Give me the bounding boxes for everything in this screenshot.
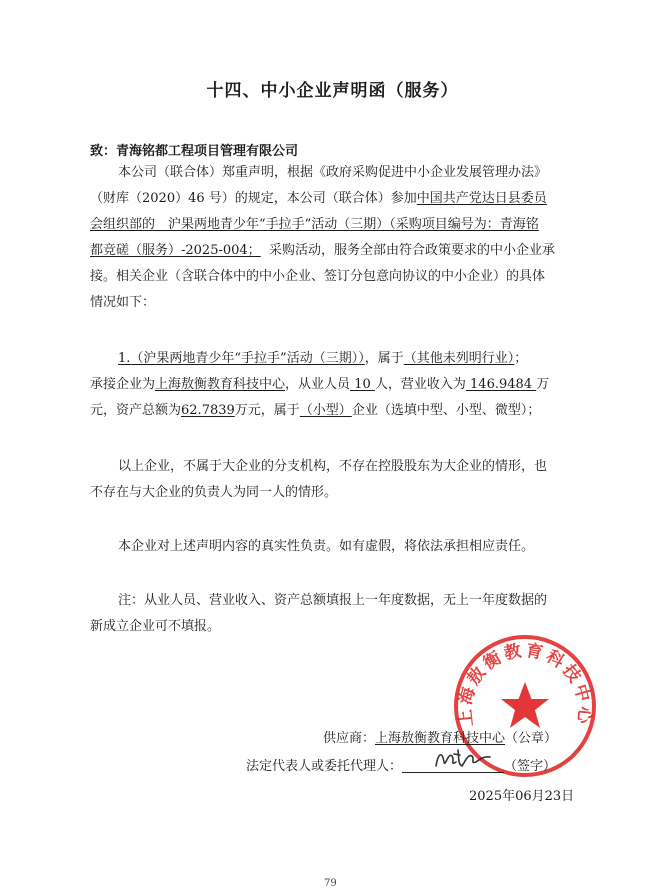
sign-date: 2025年06月23日 — [469, 789, 575, 804]
para1-line6: 情况如下： — [90, 295, 156, 310]
project-code: 都竞磋（服务）-2025-004； — [90, 243, 261, 258]
para1-line4: 都竞磋（服务）-2025-004； 采购活动，服务全部由符合政策要求的中小企业承 — [90, 243, 555, 258]
item1-line3: 元，资产总额为62.7839万元，属于（小型）企业（选填中型、小型、微型）； — [90, 403, 541, 418]
item-industry: （其他未列明行业） — [403, 351, 515, 366]
representative-line: 法定代表人或委托代理人： （签字） — [246, 759, 557, 774]
para1-line2: （财库（2020）46 号）的规定，本公司（联合体）参加中国共产党达日县委员 — [90, 191, 547, 206]
project-description: 会组织部的__沪果两地青少年“手拉手”活动（三期）（采购项目编号为：青海铭 — [90, 217, 539, 232]
seal-star-icon — [501, 682, 549, 728]
para3: 本企业对上述声明内容的真实性负责。如有虚假，将依法承担相应责任。 — [118, 539, 535, 554]
purchaser-name: 中国共产党达日县委员 — [416, 191, 547, 206]
addressee: 致：青海铭都工程项目管理有限公司 — [90, 144, 299, 159]
note-line1: 注：从业人员、营业收入、资产总额填报上一年度数据，无上一年度数据的 — [118, 593, 548, 608]
handwritten-signature — [432, 746, 496, 772]
item-project: （沪果两地青少年“手拉手”活动（三期）） — [130, 351, 365, 366]
supplier-name: 上海敖衡教育科技中心 — [375, 731, 506, 746]
para1-line5: 接。相关企业（含联合体中的中小企业、签订分包意向协议的中小企业）的具体 — [90, 269, 546, 284]
item1-line2: 承接企业为上海敖衡教育科技中心，从业人员 10 人，营业收入为 146.9484 万 — [90, 377, 550, 392]
svg-text:上海敖衡教育科技中心: 上海敖衡教育科技中心 — [455, 640, 595, 728]
revenue-value: 146.9484 — [470, 377, 533, 392]
para2-line1: 以上企业，不属于大企业的分支机构，不存在控股股东为大企业的情形，也 — [118, 459, 548, 474]
page-number: 79 — [324, 878, 337, 889]
assets-value: 62.7839 — [181, 403, 235, 418]
para1-line1: 本公司（联合体）郑重声明，根据《政府采购促进中小企业发展管理办法》 — [118, 165, 548, 180]
para1-line3 — [90, 214, 580, 236]
contractor-name: 上海敖衡教育科技中心 — [155, 377, 286, 392]
item1-line1: 1.（沪果两地青少年“手拉手”活动（三期）），属于（其他未列明行业）； — [118, 351, 528, 366]
enterprise-size: （小型） — [299, 403, 352, 418]
staff-count: 10 — [354, 377, 371, 392]
supplier-line: 供应商：上海敖衡教育科技中心（公章） — [323, 731, 558, 746]
page-title: 十四、中小企业声明函（服务） — [206, 81, 459, 101]
note-line2: 新成立企业可不填报。 — [90, 619, 221, 634]
para2-line2: 不存在与大企业的负责人为同一人的情形。 — [90, 485, 338, 500]
